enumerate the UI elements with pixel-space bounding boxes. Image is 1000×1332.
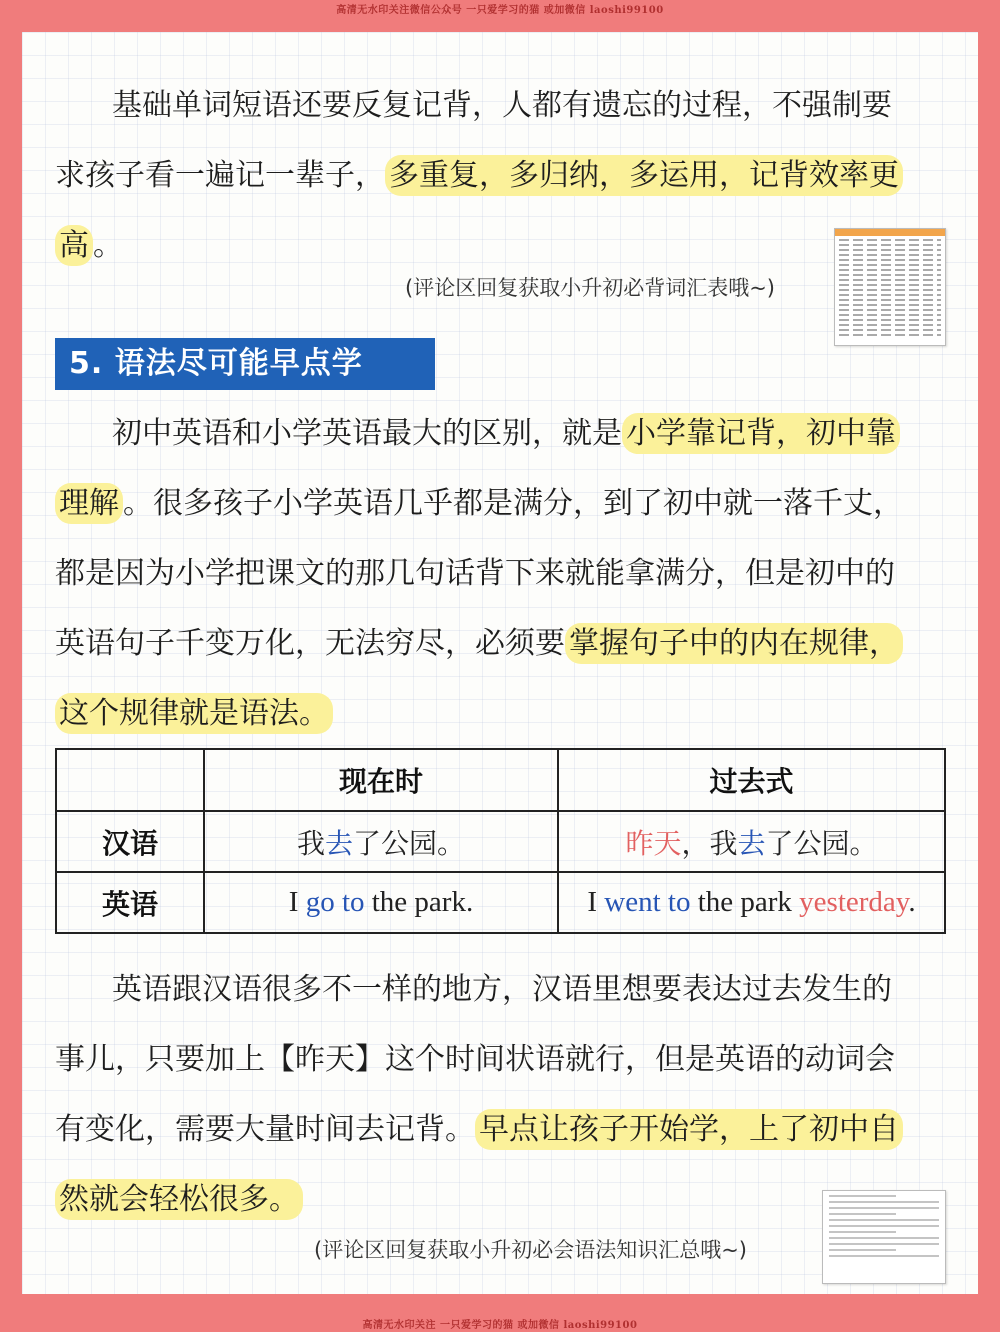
para1-line3-highlight: 高 bbox=[55, 225, 93, 266]
para3-line2: 事儿，只要加上【昨天】这个时间状语就行，但是英语的动词会 bbox=[55, 1042, 895, 1077]
para1-line2 bbox=[55, 156, 903, 196]
para1-line3-text: 。 bbox=[93, 228, 123, 263]
para2-line1-text: 初中英语和小学英语最大的区别，就是 bbox=[112, 416, 622, 451]
tense-comparison-table bbox=[55, 748, 946, 934]
para3-note: (评论区回复获取小升初必会语法知识汇总哦~) bbox=[314, 1238, 747, 1262]
watermark-top: 高清无水印关注微信公众号 一只爱学习的猫 或加微信 laoshi99100 bbox=[336, 5, 664, 16]
row-label-english: 英语 bbox=[56, 872, 204, 933]
cell-chinese-past: 昨天，我去了公园。 bbox=[558, 811, 945, 872]
vocabulary-list-thumbnail[interactable] bbox=[834, 228, 946, 346]
para3-line3-text: 有变化，需要大量时间去记背。 bbox=[55, 1112, 475, 1147]
para2-line5-highlight: 这个规律就是语法。 bbox=[55, 693, 333, 734]
para1-line1: 基础单词短语还要反复记背，人都有遗忘的过程，不强制要 bbox=[112, 88, 892, 123]
row-label-chinese: 汉语 bbox=[56, 811, 204, 872]
para1-line2-text: 求孩子看一遍记一辈子， bbox=[55, 158, 385, 193]
para1-line3 bbox=[55, 226, 123, 266]
table-row-chinese bbox=[56, 811, 945, 872]
para3-line3 bbox=[55, 1110, 903, 1150]
para2-line1-highlight: 小学靠记背，初中靠 bbox=[622, 413, 900, 454]
para3-line3-highlight: 早点让孩子开始学，上了初中自 bbox=[475, 1109, 903, 1150]
watermark-bottom: 高清无水印关注 一只爱学习的猫 或加微信 laoshi99100 bbox=[362, 1320, 638, 1331]
thumbnail-header-bar bbox=[835, 229, 945, 236]
para2-line1 bbox=[112, 414, 900, 454]
para2-line5 bbox=[55, 694, 333, 734]
cell-chinese-present: 我去了公园。 bbox=[204, 811, 558, 872]
para3-line1: 英语跟汉语很多不一样的地方，汉语里想要表达过去发生的 bbox=[112, 972, 892, 1007]
para2-line3: 都是因为小学把课文的那几句话背下来就能拿满分，但是初中的 bbox=[55, 556, 895, 591]
para2-line4-text: 英语句子千变万化，无法穷尽，必须要 bbox=[55, 626, 565, 661]
para2-line4-highlight: 掌握句子中的内在规律， bbox=[565, 623, 903, 664]
table-header-row bbox=[56, 749, 945, 811]
table-header-empty bbox=[56, 749, 204, 811]
para3-line4 bbox=[55, 1180, 303, 1220]
table-header-present: 现在时 bbox=[204, 749, 558, 811]
para3-line4-highlight: 然就会轻松很多。 bbox=[55, 1179, 303, 1220]
para1-line2-highlight: 多重复，多归纳，多运用，记背效率更 bbox=[385, 155, 903, 196]
section-title: 5. 语法尽可能早点学 bbox=[55, 338, 435, 390]
para2-line2-text: 。很多孩子小学英语几乎都是满分，到了初中就一落千丈， bbox=[123, 486, 903, 521]
grammar-summary-thumbnail[interactable] bbox=[822, 1190, 946, 1284]
para2-line2-highlight: 理解 bbox=[55, 483, 123, 524]
cell-english-present: I go to the park. bbox=[204, 872, 558, 933]
para2-line2 bbox=[55, 484, 903, 524]
table-header-past: 过去式 bbox=[558, 749, 945, 811]
para2-line4 bbox=[55, 624, 903, 664]
para1-note: (评论区回复获取小升初必背词汇表哦~) bbox=[405, 276, 775, 300]
cell-english-past: I went to the park yesterday. bbox=[558, 872, 945, 933]
table-row-english bbox=[56, 872, 945, 933]
